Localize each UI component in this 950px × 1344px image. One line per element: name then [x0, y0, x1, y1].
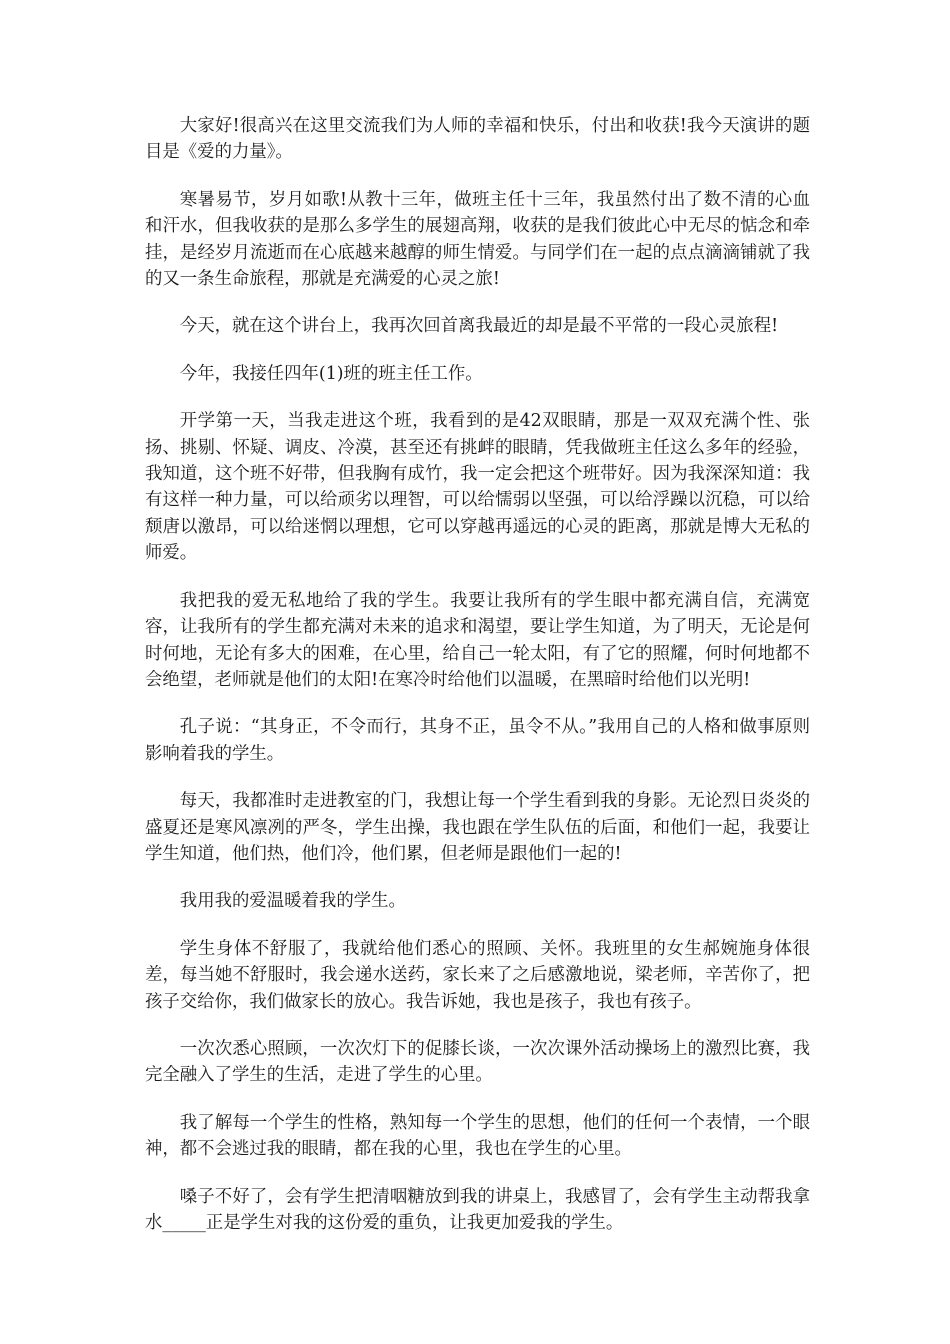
- paragraph-7: 孔子说：“其身正，不令而行，其身不正，虽令不从。”我用自己的人格和做事原则影响着我的学生。: [145, 717, 810, 764]
- paragraph-13: 嗓子不好了，会有学生把清咽糖放到我的讲桌上，我感冒了，会有学生主动帮我拿水_____正是学生对我的这份爱的重负，让我更加爱我的学生。: [145, 1186, 810, 1233]
- paragraph-10: 学生身体不舒服了，我就给他们悉心的照顾、关怀。我班里的女生郝婉施身体很差，每当她不舒服时，我会递水送药，家长来了之后感激地说，梁老师，辛苦你了，把孩子交给你，我们做家长的放心。我告诉她，我也是孩子，我也有孩子。: [145, 938, 810, 1012]
- paragraph-2: 寒暑易节，岁月如歌!从教十三年，做班主任十三年，我虽然付出了数不清的心血和汗水，但我收获的是那么多学生的展翅高翔，收获的是我们彼此心中无尽的惦念和牵挂，是经岁月流逝而在心底越来越醇的师生情爱。与同学们在一起的点点滴滴铺就了我的又一条生命旅程，那就是充满爱的心灵之旅!: [145, 189, 810, 290]
- paragraph-4: 今年，我接任四年(1)班的班主任工作。: [179, 363, 483, 384]
- paragraph-1: 大家好!很高兴在这里交流我们为人师的幸福和快乐，付出和收获!我今天演讲的题目是《爱的力量》。: [145, 116, 810, 163]
- paragraph-5: 开学第一天，当我走进这个班，我看到的是42双眼睛，那是一双双充满个性、张扬、挑剔、怀疑、调皮、冷漠，甚至还有挑衅的眼睛，凭我做班主任这么多年的经验，我知道，这个班不好带，但我胸有成竹，我一定会把这个班带好。因为我深深知道：我有这样一种力量，可以给顽劣以理智，可以给懦弱以坚强，可以给浮躁以沉稳，可以给颓唐以激昂，可以给迷惘以理想，它可以穿越再遥远的心灵的距离，那就是博大无私的师爱。: [145, 411, 810, 564]
- paragraph-11: 一次次悉心照顾，一次次灯下的促膝长谈，一次次课外活动操场上的激烈比赛，我完全融入了学生的生活，走进了学生的心里。: [145, 1038, 810, 1086]
- document-body: [145, 113, 810, 1257]
- paragraph-9: 我用我的爱温暖着我的学生。: [179, 891, 406, 912]
- paragraph-12: 我了解每一个学生的性格，熟知每一个学生的思想，他们的任何一个表情，一个眼神，都不会逃过我的眼睛，都在我的心里，我也在学生的心里。: [145, 1112, 810, 1160]
- paragraph-6: 我把我的爱无私地给了我的学生。我要让我所有的学生眼中都充满自信，充满宽容，让我所有的学生都充满对未来的追求和渴望，要让学生知道，为了明天，无论是何时何地，无论有多大的困难，在心里，给自己一轮太阳，有了它的照耀，何时何地都不会绝望，老师就是他们的太阳!在寒冷时给他们以温暖，在黑暗时给他们以光明!: [145, 590, 810, 690]
- paragraph-8: 每天，我都准时走进教室的门，我想让每一个学生看到我的身影。无论烈日炎炎的盛夏还是寒风凛冽的严冬，学生出操，我也跟在学生队伍的后面，和他们一起，我要让学生知道，他们热，他们冷，他们累，但老师是跟他们一起的!: [145, 791, 810, 864]
- paragraph-3: 今天，就在这个讲台上，我再次回首离我最近的却是最不平常的一段心灵旅程!: [179, 316, 779, 337]
